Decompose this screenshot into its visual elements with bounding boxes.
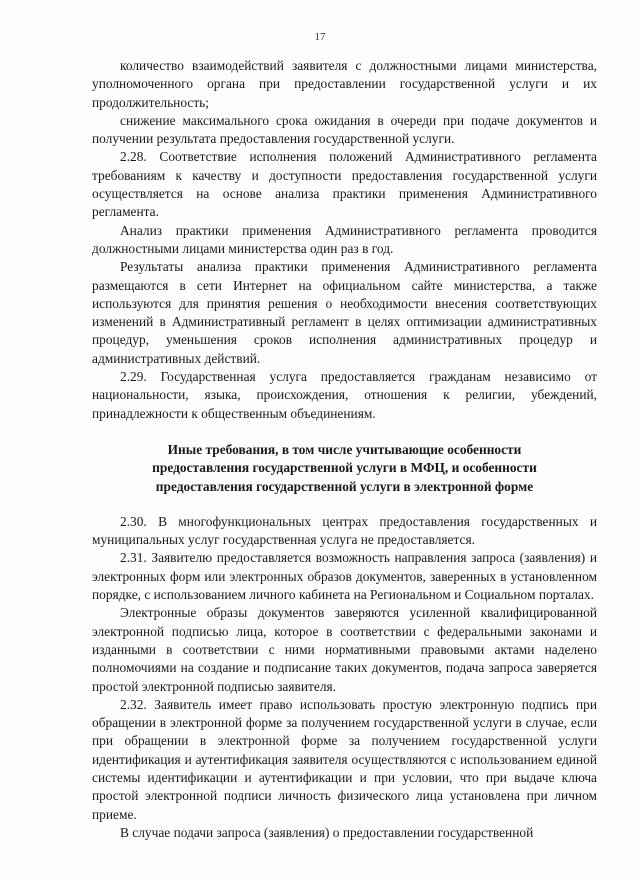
paragraph: В случае подачи запроса (заявления) о предоставлении государственной xyxy=(120,824,534,840)
paragraph: 2.31. Заявителю предоставляется возможность направления запроса (заявления) и электронных форм или электронных образов документов, заверенных в установленном порядке, с использованием личного кабинета на Региональном и Социальном порталах. xyxy=(92,550,597,603)
section-heading-line: Иные требования, в том числе учитывающие особенности xyxy=(167,441,522,457)
paragraph: Результаты анализа практики применения Административного регламента размещаются в сети Интернет на официальном сайте министерства, а также используются для принятия решения о необходимости внесения соответствующих изменений в Административный регламент в целях оптимизации административных процедур, уменьшения сроков исполнения административных процедур и административных действий. xyxy=(92,259,597,366)
paragraph: 2.32. Заявитель имеет право использовать простую электронную подпись при обращении в электронной форме за получением государственной услуги в случае, если при обращении в электронной форме за получением государственной услуги идентификация и аутентификация заявителя осуществляются с использованием единой системы идентификации и аутентификации и при условии, что при выдаче ключа простой электронной подписи личность физического лица установлена при личном приеме. xyxy=(92,696,597,822)
section-heading-line: предоставления государственной услуги в МФЦ, и особенности xyxy=(152,460,537,476)
paragraph: 2.30. В многофункциональных центрах предоставления государственных и муниципальных услуг государственная услуга не предоставляется. xyxy=(92,513,597,548)
paragraph: 2.29. Государственная услуга предоставляется гражданам независимо от национальности, языка, происхождения, отношения к религии, убеждений, принадлежности к общественным объединениям. xyxy=(92,369,597,421)
paragraph: снижение максимального срока ожидания в очереди при подаче документов и получении результата предоставления государственной услуги. xyxy=(92,112,597,147)
section-heading xyxy=(92,441,597,496)
page-number: 17 xyxy=(314,31,326,43)
document-body xyxy=(92,57,597,842)
section-heading-line: предоставления государственной услуги в электронной форме xyxy=(155,478,534,494)
paragraph: Анализ практики применения Административного регламента проводится должностными лицами министерства один раз в год. xyxy=(92,222,597,256)
paragraph: Электронные образы документов заверяются усиленной квалифицированной электронной подписью лица, которое в соответствии с федеральными законами и изданными в соответствии с ними нормативными правовыми актами наделено полномочиями на создание и подписание таких документов, подача запроса заверяется простой электронной подписью заявителя. xyxy=(92,605,597,694)
paragraph: количество взаимодействий заявителя с должностными лицами министерства, уполномоченного органа при предоставлении государственной услуги и их продолжительность; xyxy=(92,58,597,110)
paragraph: 2.28. Соответствие исполнения положений Административного регламента требованиям к качеству и доступности предоставления государственной услуги осуществляется на основе анализа практики применения Административного регламента. xyxy=(92,149,597,220)
